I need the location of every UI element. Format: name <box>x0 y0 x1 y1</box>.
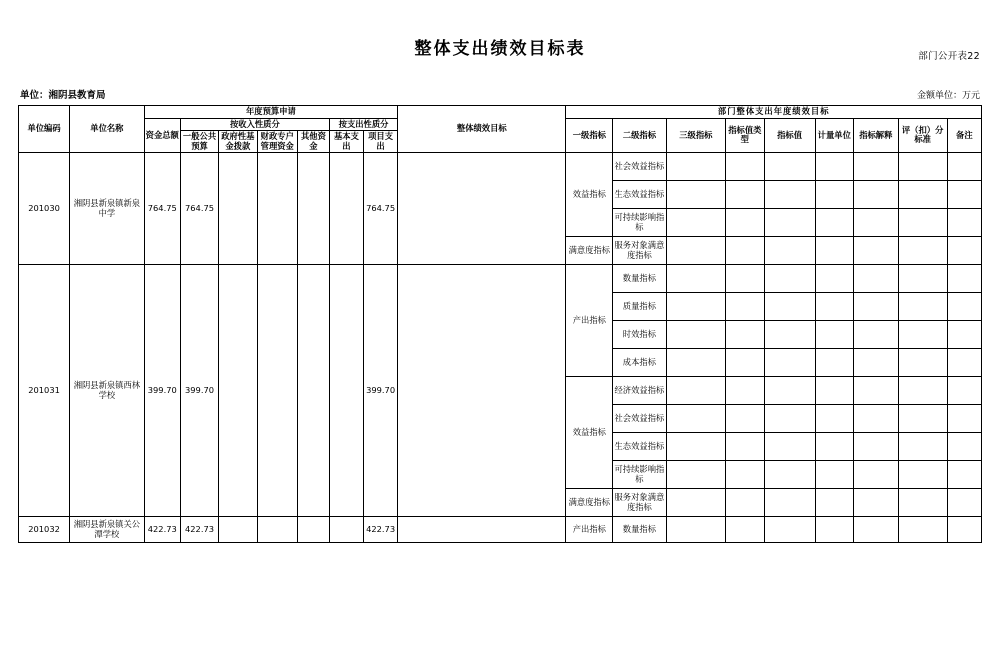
measure-unit-cell <box>815 517 853 543</box>
remark-cell <box>947 321 981 349</box>
level3-indicator-cell <box>666 265 726 293</box>
value-type-cell <box>726 153 764 181</box>
explain-cell <box>853 433 898 461</box>
remark-cell <box>947 405 981 433</box>
measure-unit-cell <box>815 265 853 293</box>
general-public-budget-cell: 399.70 <box>180 265 218 517</box>
remark-cell <box>947 377 981 405</box>
header-by-income-nature: 按收入性质分 <box>180 118 329 131</box>
unit-code-cell: 201030 <box>19 153 70 265</box>
level2-indicator-cell: 成本指标 <box>613 349 666 377</box>
value-type-cell <box>726 405 764 433</box>
value-cell <box>764 293 815 321</box>
header-overall-goal: 整体绩效目标 <box>398 106 566 153</box>
header-by-expense-nature: 按支出性质分 <box>329 118 397 131</box>
gov-fund-cell <box>219 517 257 543</box>
header-fiscal-special-account: 财政专户管理资金 <box>257 131 297 153</box>
fiscal-special-account-cell <box>257 153 297 265</box>
measure-unit-cell <box>815 153 853 181</box>
score-standard-cell <box>898 433 947 461</box>
unit-name-cell: 湘阴县新泉镇西林学校 <box>70 265 145 517</box>
overall-goal-cell <box>398 517 566 543</box>
value-cell <box>764 349 815 377</box>
header-explain: 指标解释 <box>853 118 898 153</box>
measure-unit-cell <box>815 209 853 237</box>
level3-indicator-cell <box>666 293 726 321</box>
level3-indicator-cell <box>666 461 726 489</box>
explain-cell <box>853 237 898 265</box>
other-fund-cell <box>297 517 329 543</box>
level2-indicator-cell: 生态效益指标 <box>613 181 666 209</box>
general-public-budget-cell: 764.75 <box>180 153 218 265</box>
header-value-type: 指标值类型 <box>726 118 764 153</box>
level2-indicator-cell: 可持续影响指标 <box>613 209 666 237</box>
score-standard-cell <box>898 265 947 293</box>
overall-goal-cell <box>398 265 566 517</box>
meta-row <box>18 87 982 105</box>
basic-expense-cell <box>329 517 363 543</box>
value-type-cell <box>726 377 764 405</box>
table-body <box>19 153 982 543</box>
header-score-standard: 评（扣）分标准 <box>898 118 947 153</box>
level2-indicator-cell: 经济效益指标 <box>613 377 666 405</box>
level2-indicator-cell: 生态效益指标 <box>613 433 666 461</box>
value-cell <box>764 209 815 237</box>
page-title: 整体支出绩效目标表 <box>414 39 586 59</box>
header-other-fund: 其他资金 <box>297 131 329 153</box>
measure-unit-cell <box>815 405 853 433</box>
explain-cell <box>853 349 898 377</box>
level3-indicator-cell <box>666 321 726 349</box>
score-standard-cell <box>898 377 947 405</box>
remark-cell <box>947 181 981 209</box>
explain-cell <box>853 153 898 181</box>
remark-cell <box>947 489 981 517</box>
level2-indicator-cell: 数量指标 <box>613 517 666 543</box>
remark-cell <box>947 209 981 237</box>
basic-expense-cell <box>329 265 363 517</box>
unit-label: 单位：湘阴县教育局 <box>20 90 106 101</box>
remark-cell <box>947 349 981 377</box>
remark-cell <box>947 237 981 265</box>
value-cell <box>764 517 815 543</box>
measure-unit-cell <box>815 377 853 405</box>
level2-indicator-cell: 数量指标 <box>613 265 666 293</box>
header-value: 指标值 <box>764 118 815 153</box>
header-annual-budget-apply: 年度预算申请 <box>144 106 398 119</box>
value-type-cell <box>726 489 764 517</box>
score-standard-cell <box>898 237 947 265</box>
level1-indicator-cell: 满意度指标 <box>566 237 613 265</box>
measure-unit-cell <box>815 181 853 209</box>
level2-indicator-cell: 服务对象满意度指标 <box>613 237 666 265</box>
remark-cell <box>947 153 981 181</box>
level1-indicator-cell: 满意度指标 <box>566 489 613 517</box>
header-general-public-budget: 一般公共预算 <box>180 131 218 153</box>
value-cell <box>764 489 815 517</box>
project-expense-cell: 399.70 <box>364 265 398 517</box>
measure-unit-cell <box>815 433 853 461</box>
score-standard-cell <box>898 321 947 349</box>
header-dept-annual-goal: 部门整体支出年度绩效目标 <box>566 106 982 119</box>
level3-indicator-cell <box>666 489 726 517</box>
amount-unit-label: 金额单位：万元 <box>916 91 980 101</box>
value-cell <box>764 321 815 349</box>
explain-cell <box>853 405 898 433</box>
level1-indicator-cell: 效益指标 <box>566 153 613 237</box>
performance-goal-table <box>18 105 982 543</box>
value-cell <box>764 153 815 181</box>
level2-indicator-cell: 社会效益指标 <box>613 405 666 433</box>
level1-indicator-cell: 产出指标 <box>566 517 613 543</box>
explain-cell <box>853 461 898 489</box>
fund-total-cell: 422.73 <box>144 517 180 543</box>
fund-total-cell: 764.75 <box>144 153 180 265</box>
level2-indicator-cell: 社会效益指标 <box>613 153 666 181</box>
remark-cell <box>947 461 981 489</box>
explain-cell <box>853 489 898 517</box>
value-type-cell <box>726 461 764 489</box>
remark-cell <box>947 265 981 293</box>
score-standard-cell <box>898 349 947 377</box>
table-header-row-1 <box>19 106 982 119</box>
score-standard-cell <box>898 489 947 517</box>
table-row <box>19 265 982 293</box>
level3-indicator-cell <box>666 237 726 265</box>
level3-indicator-cell <box>666 181 726 209</box>
explain-cell <box>853 265 898 293</box>
level3-indicator-cell <box>666 153 726 181</box>
score-standard-cell <box>898 405 947 433</box>
level1-indicator-cell: 效益指标 <box>566 377 613 489</box>
score-standard-cell <box>898 153 947 181</box>
value-type-cell <box>726 181 764 209</box>
level2-indicator-cell: 时效指标 <box>613 321 666 349</box>
header-measure-unit: 计量单位 <box>815 118 853 153</box>
gov-fund-cell <box>219 265 257 517</box>
fiscal-special-account-cell <box>257 517 297 543</box>
value-type-cell <box>726 433 764 461</box>
score-standard-cell <box>898 461 947 489</box>
fiscal-special-account-cell <box>257 265 297 517</box>
basic-expense-cell <box>329 153 363 265</box>
value-cell <box>764 433 815 461</box>
header-gov-fund: 政府性基金拨款 <box>219 131 257 153</box>
unit-code-cell: 201031 <box>19 265 70 517</box>
value-cell <box>764 461 815 489</box>
value-cell <box>764 181 815 209</box>
value-cell <box>764 377 815 405</box>
table-row <box>19 153 982 181</box>
general-public-budget-cell: 422.73 <box>180 517 218 543</box>
header-level2: 二级指标 <box>613 118 666 153</box>
score-standard-cell <box>898 517 947 543</box>
value-type-cell <box>726 209 764 237</box>
level2-indicator-cell: 服务对象满意度指标 <box>613 489 666 517</box>
value-cell <box>764 265 815 293</box>
explain-cell <box>853 517 898 543</box>
header-basic-expense: 基本支出 <box>329 131 363 153</box>
explain-cell <box>853 293 898 321</box>
score-standard-cell <box>898 181 947 209</box>
unit-code-cell: 201032 <box>19 517 70 543</box>
level3-indicator-cell <box>666 433 726 461</box>
value-cell <box>764 405 815 433</box>
other-fund-cell <box>297 265 329 517</box>
remark-cell <box>947 517 981 543</box>
project-expense-cell: 422.73 <box>364 517 398 543</box>
measure-unit-cell <box>815 349 853 377</box>
remark-cell <box>947 293 981 321</box>
level3-indicator-cell <box>666 405 726 433</box>
value-type-cell <box>726 293 764 321</box>
table-row <box>19 517 982 543</box>
value-type-cell <box>726 237 764 265</box>
header-fund-total: 资金总额 <box>144 118 180 153</box>
remark-cell <box>947 433 981 461</box>
measure-unit-cell <box>815 237 853 265</box>
value-type-cell <box>726 265 764 293</box>
level3-indicator-cell <box>666 209 726 237</box>
gov-fund-cell <box>219 153 257 265</box>
value-cell <box>764 237 815 265</box>
header-level1: 一级指标 <box>566 118 613 153</box>
other-fund-cell <box>297 153 329 265</box>
header-remark: 备注 <box>947 118 981 153</box>
explain-cell <box>853 209 898 237</box>
score-standard-cell <box>898 209 947 237</box>
measure-unit-cell <box>815 489 853 517</box>
header-unit-name: 单位名称 <box>70 106 145 153</box>
value-type-cell <box>726 321 764 349</box>
header-project-expense: 项目支出 <box>364 131 398 153</box>
explain-cell <box>853 181 898 209</box>
level2-indicator-cell: 质量指标 <box>613 293 666 321</box>
level3-indicator-cell <box>666 517 726 543</box>
level3-indicator-cell <box>666 377 726 405</box>
explain-cell <box>853 321 898 349</box>
level3-indicator-cell <box>666 349 726 377</box>
form-number-label: 部门公开表22 <box>918 51 980 62</box>
score-standard-cell <box>898 293 947 321</box>
level1-indicator-cell: 产出指标 <box>566 265 613 377</box>
level2-indicator-cell: 可持续影响指标 <box>613 461 666 489</box>
measure-unit-cell <box>815 293 853 321</box>
header-level3: 三级指标 <box>666 118 726 153</box>
explain-cell <box>853 377 898 405</box>
project-expense-cell: 764.75 <box>364 153 398 265</box>
measure-unit-cell <box>815 321 853 349</box>
measure-unit-cell <box>815 461 853 489</box>
document-page <box>0 34 1000 669</box>
value-type-cell <box>726 349 764 377</box>
unit-name-cell: 湘阴县新泉镇新泉中学 <box>70 153 145 265</box>
overall-goal-cell <box>398 153 566 265</box>
header-unit-code: 单位编码 <box>19 106 70 153</box>
unit-name-cell: 湘阴县新泉镇关公潭学校 <box>70 517 145 543</box>
fund-total-cell: 399.70 <box>144 265 180 517</box>
value-type-cell <box>726 517 764 543</box>
